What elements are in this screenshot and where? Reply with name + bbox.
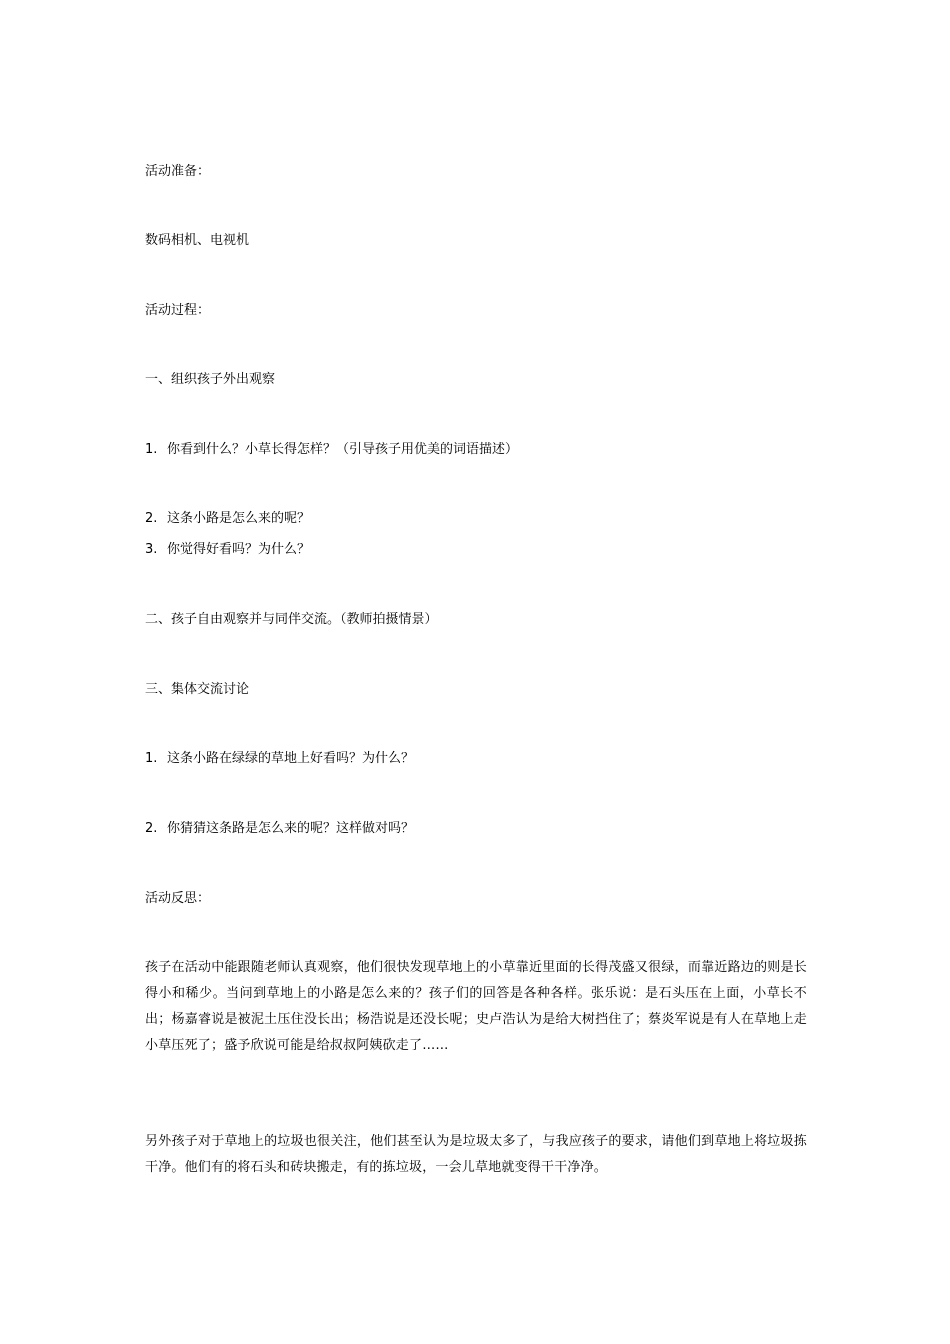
step3-question-2: [145, 821, 414, 837]
step1-question-2-text: 这条小路是怎么来的呢？: [167, 511, 311, 526]
step1-title: 一、组织孩子外出观察: [145, 372, 276, 387]
step1-question-3: [145, 542, 310, 558]
step3-question-2-number: 2.: [145, 821, 158, 836]
step1-question-2: [145, 511, 310, 527]
step3-question-1: [145, 751, 414, 767]
step1-question-2-number: 2.: [145, 511, 158, 526]
step1-question-3-text: 你觉得好看吗？为什么？: [167, 542, 311, 557]
reflection-paragraph-2: 另外孩子对于草地上的垃圾也很关注，他们甚至认为是垃圾太多了，与我应孩子的要求，请他们到草地上将垃圾拣干净。他们有的将石头和砖块搬走，有的拣垃圾，一会儿草地就变得干干净净。: [145, 1134, 807, 1175]
process-heading: 活动过程：: [145, 303, 211, 318]
step3-question-2-text: 你猜猜这条路是怎么来的呢？这样做对吗？: [167, 821, 415, 836]
reflection-paragraph-1: 孩子在活动中能跟随老师认真观察，他们很快发现草地上的小草靠近里面的长得茂盛又很绿，而靠近路边的则是长得小和稀少。当问到草地上的小路是怎么来的？孩子们的回答是各种各样。张乐说：是石头压在上面，小草长不出；杨嘉睿说是被泥土压住没长出；杨浩说是还没长呢；史卢浩认为是给大树挡住了；蔡炎军说是有人在草地上走小草压死了；盛予欣说可能是给叔叔阿姨砍走了……: [145, 960, 807, 1053]
step1-question-1-number: 1.: [145, 442, 158, 457]
step1-question-1: [145, 442, 518, 458]
step2-title: 二、孩子自由观察并与同伴交流。（教师拍摄情景）: [145, 612, 438, 627]
step3-title: 三、集体交流讨论: [145, 682, 250, 697]
reflection-heading: 活动反思：: [145, 891, 211, 906]
step3-question-1-number: 1.: [145, 751, 158, 766]
prep-heading: 活动准备：: [145, 164, 211, 179]
step1-question-1-text: 你看到什么？小草长得怎样？（引导孩子用优美的词语描述）: [167, 442, 519, 457]
prep-items: 数码相机、电视机: [145, 233, 250, 248]
step1-question-3-number: 3.: [145, 542, 158, 557]
step3-question-1-text: 这条小路在绿绿的草地上好看吗？为什么？: [167, 751, 415, 766]
